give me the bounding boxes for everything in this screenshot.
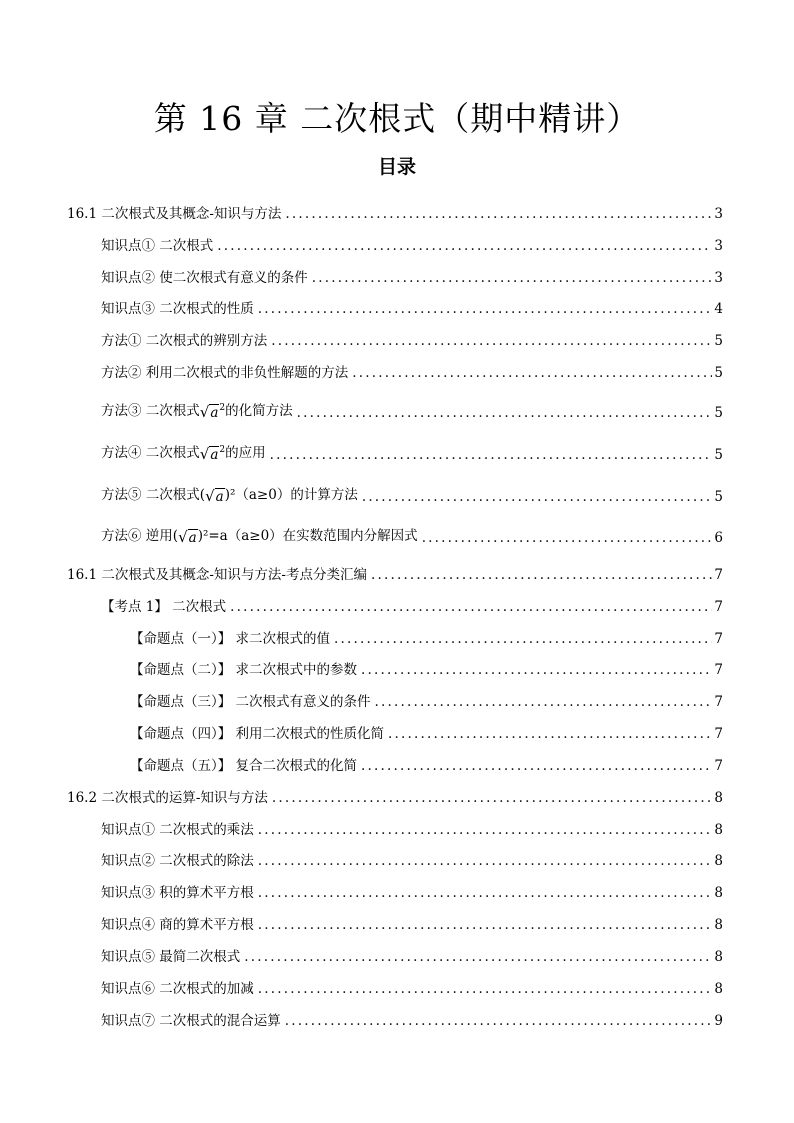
toc-entry-label: 知识点⑦ 二次根式的混合运算	[101, 1013, 281, 1029]
toc-entry-label: 知识点⑥ 二次根式的加减	[101, 981, 254, 997]
square-root-expression: $√a^2$	[199, 445, 226, 463]
toc-entry-page: 4	[714, 301, 723, 317]
toc-dot-leader	[297, 404, 713, 422]
exponent: 2	[219, 403, 226, 413]
toc-entry-label: 16.1 二次根式及其概念-知识与方法-考点分类汇编	[67, 567, 367, 583]
toc-entry-label: 知识点② 二次根式的除法	[101, 853, 254, 869]
toc-entry-page: 7	[714, 567, 723, 583]
toc-entry-page: 5	[714, 447, 723, 463]
toc-entry-label-text: 方法⑤ 二次根式(	[101, 487, 206, 503]
document-title: 第 16 章 二次根式（期中精讲）	[153, 99, 641, 138]
exponent: 2	[219, 445, 226, 455]
toc-entry-label	[101, 486, 358, 506]
toc-dot-leader	[371, 566, 712, 584]
toc-entry[interactable]	[0, 523, 794, 547]
toc-entry-label-text: 方法③ 二次根式	[101, 403, 200, 419]
toc-entry-page: 8	[714, 885, 723, 901]
square-root-expression: √a	[205, 487, 224, 505]
toc-entry[interactable]	[0, 398, 794, 422]
toc-entry-page: 8	[714, 853, 723, 869]
toc-entry-page: 8	[714, 822, 723, 838]
toc-entry-label: 知识点③ 二次根式的性质	[101, 301, 254, 317]
toc-entry-label-text: )²=a（a≥0）在实数范围内分解因式	[197, 528, 418, 544]
toc-entry-label-text: 方法④ 二次根式	[101, 445, 200, 461]
toc-entry-label: 方法② 利用二次根式的非负性解题的方法	[101, 365, 349, 381]
toc-entry-label: 【考点 1】 二次根式	[101, 599, 227, 615]
toc-entry[interactable]	[0, 358, 794, 382]
toc-entry-page: 9	[714, 1013, 723, 1029]
toc-entry-page: 8	[714, 790, 723, 806]
toc-dot-leader	[352, 364, 712, 382]
toc-entry-label: 知识点① 二次根式的乘法	[101, 822, 254, 838]
toc-dot-leader	[217, 237, 712, 255]
toc-entry-label: 【命题点（四）】 利用二次根式的性质化简	[130, 726, 385, 742]
radicand: a	[210, 405, 219, 421]
radicand: a	[210, 447, 219, 463]
toc-entry-label-text: 的应用	[225, 445, 266, 461]
toc-entry[interactable]	[0, 592, 794, 616]
toc-entry-label-text: 方法⑥ 逆用(	[101, 528, 179, 544]
toc-entry-label: 【命题点（一）】 求二次根式的值	[130, 631, 331, 647]
toc-dot-leader	[272, 789, 712, 807]
toc-dot-leader	[258, 980, 713, 998]
toc-entry-label: 16.1 二次根式及其概念-知识与方法	[67, 206, 282, 222]
toc-entry[interactable]	[0, 560, 794, 584]
toc-dot-leader	[375, 693, 713, 711]
toc-entry-label	[101, 399, 293, 422]
toc-entry-label: 知识点③ 积的算术平方根	[101, 885, 254, 901]
toc-entry-label: 知识点① 二次根式	[101, 238, 214, 254]
toc-entry[interactable]	[0, 624, 794, 648]
toc-dot-leader	[258, 916, 713, 934]
toc-entry[interactable]	[0, 815, 794, 839]
toc-entry[interactable]	[0, 687, 794, 711]
toc-entry-page: 5	[714, 405, 723, 421]
toc-entry-page: 7	[714, 631, 723, 647]
toc-entry[interactable]	[0, 783, 794, 807]
toc-entry-page: 3	[714, 206, 723, 222]
toc-entry-page: 5	[714, 365, 723, 381]
toc-entry-page: 6	[714, 530, 723, 546]
toc-entry-page: 7	[714, 694, 723, 710]
toc-entry-label-text: 的化简方法	[225, 403, 293, 419]
toc-dot-leader	[422, 529, 713, 547]
toc-entry[interactable]	[0, 231, 794, 255]
toc-entry-page: 8	[714, 917, 723, 933]
toc-entry-page: 5	[714, 333, 723, 349]
toc-dot-leader	[334, 630, 712, 648]
toc-dot-leader	[271, 332, 712, 350]
toc-entry-label-text: )²（a≥0）的计算方法	[224, 487, 358, 503]
toc-entry[interactable]	[0, 263, 794, 287]
toc-entry-label: 方法① 二次根式的辨别方法	[101, 333, 268, 349]
toc-entry-page: 3	[714, 238, 723, 254]
radicand: a	[188, 530, 197, 546]
toc-dot-leader	[285, 1012, 713, 1030]
toc-dot-leader	[285, 205, 712, 223]
toc-dot-leader	[258, 300, 713, 318]
toc-entry[interactable]	[0, 440, 794, 464]
toc-entry-label: 【命题点（二）】 求二次根式中的参数	[130, 662, 358, 678]
toc-entry-label: 知识点⑤ 最简二次根式	[101, 949, 241, 965]
toc-dot-leader	[361, 661, 712, 679]
toc-entry[interactable]	[0, 846, 794, 870]
toc-entry-label: 知识点④ 商的算术平方根	[101, 917, 254, 933]
toc-entry[interactable]	[0, 199, 794, 223]
toc-entry-page: 8	[714, 949, 723, 965]
toc-entry-page: 7	[714, 599, 723, 615]
toc-dot-leader	[312, 269, 713, 287]
toc-entry[interactable]	[0, 294, 794, 318]
toc-dot-leader	[258, 884, 713, 902]
toc-dot-leader	[244, 948, 712, 966]
toc-entry[interactable]	[0, 751, 794, 775]
square-root-expression: $√a^2$	[199, 403, 226, 421]
toc-entry[interactable]	[0, 719, 794, 743]
toc-entry-page: 8	[714, 981, 723, 997]
toc-dot-leader	[361, 757, 712, 775]
radicand: a	[215, 489, 224, 505]
toc-entry-label: 16.2 二次根式的运算-知识与方法	[67, 790, 268, 806]
toc-entry[interactable]	[0, 942, 794, 966]
toc-entry-label: 【命题点（三）】 二次根式有意义的条件	[130, 694, 371, 710]
toc-dot-leader	[230, 598, 712, 616]
toc-dot-leader	[270, 446, 713, 464]
toc-dot-leader	[258, 821, 713, 839]
toc-entry-label: 【命题点（五）】 复合二次根式的化简	[130, 758, 358, 774]
toc-entry-label: 知识点② 使二次根式有意义的条件	[101, 270, 308, 286]
toc-dot-leader	[362, 488, 713, 506]
toc-entry-page: 7	[714, 662, 723, 678]
toc-dot-leader	[258, 852, 713, 870]
toc-entry-page: 5	[714, 489, 723, 505]
toc-entry[interactable]	[0, 910, 794, 934]
toc-heading: 目录	[377, 156, 416, 178]
toc-entry-label	[101, 441, 266, 464]
square-root-expression: √a	[178, 528, 197, 546]
toc-entry-page: 3	[714, 270, 723, 286]
toc-dot-leader	[388, 725, 712, 743]
toc-entry-page: 7	[714, 758, 723, 774]
toc-entry[interactable]	[0, 655, 794, 679]
toc-entry[interactable]	[0, 1006, 794, 1030]
toc-entry[interactable]	[0, 974, 794, 998]
toc-entry[interactable]	[0, 878, 794, 902]
toc-entry-page: 7	[714, 726, 723, 742]
toc-entry-label	[101, 527, 418, 547]
toc-entry[interactable]	[0, 326, 794, 350]
toc-entry[interactable]	[0, 482, 794, 506]
